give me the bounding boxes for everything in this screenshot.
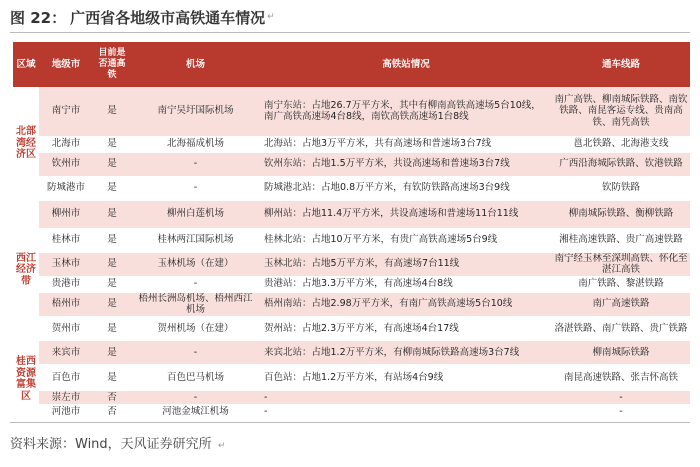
airport-cell: 桂林两江国际机场 <box>131 228 260 252</box>
table-row <box>13 136 690 152</box>
header-lines: 通车线路 <box>552 42 690 87</box>
opened-cell: 是 <box>93 176 131 200</box>
table-row <box>13 252 690 276</box>
return-mark-icon: ↵ <box>217 441 226 451</box>
opened-cell: 是 <box>93 228 131 252</box>
figure-title-text: 广西省各地级市高铁通车情况 <box>70 8 266 27</box>
opened-cell: 是 <box>93 276 131 292</box>
city-cell: 百色市 <box>39 364 93 390</box>
table-row <box>13 292 690 316</box>
lines-cell: 南昆高速铁路、张吉怀高铁 <box>552 364 690 390</box>
airport-cell: 柳州白莲机场 <box>131 200 260 228</box>
station-cell: 防城港北站：占地0.8万平方米，有钦防铁路高速场3台9线 <box>260 176 552 200</box>
city-cell: 桂林市 <box>39 228 93 252</box>
opened-cell: 是 <box>93 316 131 340</box>
city-cell: 柳州市 <box>39 200 93 228</box>
lines-cell: 南广高铁、柳南城际铁路、南钦铁路、南昆客运专线、贵南高铁、南凭高铁 <box>552 87 690 136</box>
station-cell: 北海站：占地3万平方米，共有高速场和普速场3台7线 <box>260 136 552 152</box>
table-row <box>13 340 690 364</box>
lines-cell: 柳南城际铁路 <box>552 340 690 364</box>
lines-cell: 广西沿海城际铁路、钦港铁路 <box>552 152 690 176</box>
table-row <box>13 152 690 176</box>
airport-cell: - <box>131 276 260 292</box>
source-note <box>10 433 225 452</box>
city-cell: 河池市 <box>39 404 93 418</box>
figure-number: 图 22： <box>10 8 67 27</box>
lines-cell: 南广高速铁路 <box>552 292 690 316</box>
station-cell: 百色站：占地1.2万平方米，有站场4台9线 <box>260 364 552 390</box>
lines-cell: 湘桂高速铁路、贵广高速铁路 <box>552 228 690 252</box>
lines-cell: 钦防铁路 <box>552 176 690 200</box>
airport-cell: 玉林机场（在建） <box>131 252 260 276</box>
lines-cell: 南广铁路、黎湛铁路 <box>552 276 690 292</box>
station-cell: 贵港站：占地3.3万平方米，有高速场4台8线 <box>260 276 552 292</box>
lines-cell: - <box>552 390 690 404</box>
airport-cell: - <box>131 152 260 176</box>
lines-cell: 柳南城际铁路、衡柳铁路 <box>552 200 690 228</box>
source-text: 资料来源：Wind，天风证券研究所 <box>10 437 212 452</box>
airport-cell: - <box>131 176 260 200</box>
title-divider <box>10 32 690 33</box>
airport-cell: 南宁吴圩国际机场 <box>131 87 260 136</box>
table-row <box>13 176 690 200</box>
airport-cell: 北海福成机场 <box>131 136 260 152</box>
table-header-row <box>13 42 690 87</box>
lines-cell: 南宁经玉林至深圳高铁、怀化至湛江高铁 <box>552 252 690 276</box>
table-row <box>13 316 690 340</box>
table-row <box>13 200 690 228</box>
city-cell: 防城港市 <box>39 176 93 200</box>
table-row <box>13 276 690 292</box>
airport-cell: - <box>131 340 260 364</box>
lines-cell: 洛湛铁路、南广铁路、贵广铁路 <box>552 316 690 340</box>
table-row <box>13 87 690 136</box>
city-cell: 钦州市 <box>39 152 93 176</box>
lines-cell: - <box>552 404 690 418</box>
opened-cell: 否 <box>93 390 131 404</box>
railway-table <box>13 42 690 419</box>
airport-cell: 贺州机场（在建） <box>131 316 260 340</box>
city-cell: 玉林市 <box>39 252 93 276</box>
opened-cell: 是 <box>93 252 131 276</box>
station-cell: 梧州南站：占地2.98万平方米，有南广高铁高速场5台10线 <box>260 292 552 316</box>
city-cell: 来宾市 <box>39 340 93 364</box>
station-cell: 玉林北站：占地5万平方米，有高速场7台11线 <box>260 252 552 276</box>
station-cell: 柳州站：占地11.4万平方米，共设高速场和普速场11台11线 <box>260 200 552 228</box>
header-airport: 机场 <box>131 42 260 87</box>
lines-cell: 邕北铁路、北海港支线 <box>552 136 690 152</box>
station-cell: 南宁东站：占地26.7万平方米，其中有柳南高铁高速场5台10线，南广高铁高速场4台8线，南钦高铁高速场1台8线 <box>260 87 552 136</box>
region-cell: 北部湾经济区 <box>13 87 39 200</box>
station-cell: - <box>260 404 552 418</box>
station-cell: 贺州站：占地2.3万平方米，有高速场4台17线 <box>260 316 552 340</box>
city-cell: 北海市 <box>39 136 93 152</box>
opened-cell: 是 <box>93 292 131 316</box>
station-cell: - <box>260 390 552 404</box>
region-cell: 桂西资源富集区 <box>13 340 39 418</box>
station-cell: 钦州东站：占地1.5万平方米，共设高速场和普速场3台7线 <box>260 152 552 176</box>
region-cell: 西江经济带 <box>13 200 39 340</box>
opened-cell: 否 <box>93 404 131 418</box>
city-cell: 南宁市 <box>39 87 93 136</box>
return-mark-icon: ↵ <box>267 12 275 22</box>
opened-cell: 是 <box>93 340 131 364</box>
opened-cell: 是 <box>93 364 131 390</box>
city-cell: 梧州市 <box>39 292 93 316</box>
bottom-divider <box>10 422 690 423</box>
header-station: 高铁站情况 <box>260 42 552 87</box>
header-region: 区域 <box>13 42 39 87</box>
table-row <box>13 364 690 390</box>
opened-cell: 是 <box>93 200 131 228</box>
airport-cell: 百色巴马机场 <box>131 364 260 390</box>
table-row <box>13 390 690 404</box>
table-row <box>13 404 690 418</box>
city-cell: 崇左市 <box>39 390 93 404</box>
opened-cell: 是 <box>93 87 131 136</box>
station-cell: 桂林北站：占地10万平方米，有贵广高铁高速场5台9线 <box>260 228 552 252</box>
opened-cell: 是 <box>93 136 131 152</box>
airport-cell: 河池金城江机场 <box>131 404 260 418</box>
airport-cell: 梧州长洲岛机场、梧州西江机场 <box>131 292 260 316</box>
city-cell: 贺州市 <box>39 316 93 340</box>
city-cell: 贵港市 <box>39 276 93 292</box>
opened-cell: 是 <box>93 152 131 176</box>
table-row <box>13 228 690 252</box>
header-city: 地级市 <box>39 42 93 87</box>
airport-cell: - <box>131 390 260 404</box>
header-opened: 目前是否通高铁 <box>93 42 131 87</box>
figure-title <box>10 6 275 28</box>
station-cell: 来宾北站：占地1.2万平方米，有柳南城际铁路高速场3台7线 <box>260 340 552 364</box>
